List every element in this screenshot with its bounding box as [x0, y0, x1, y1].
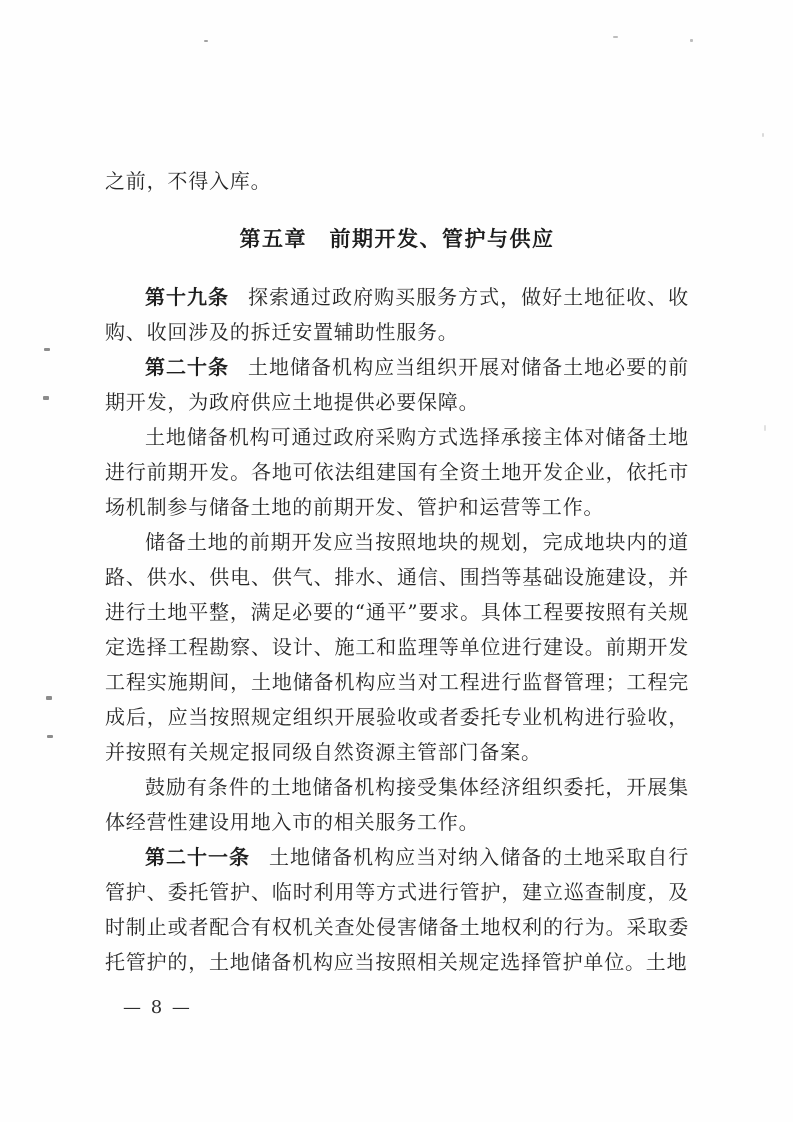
paragraph-text: 探索通过政府购买服务方式，做好土地征收、收购、收回涉及的拆迁安置辅助性服务。: [105, 285, 689, 344]
continuation-line: 之前，不得入库。: [105, 169, 272, 193]
article-20-number: 第二十条: [145, 355, 230, 379]
scan-speckle: [764, 425, 766, 431]
article-19-number: 第十九条: [145, 285, 230, 309]
article-20-subparagraph-1: [105, 420, 689, 525]
scan-speckle: [44, 348, 50, 351]
chapter-heading: 第五章 前期开发、管护与供应: [239, 226, 555, 251]
scan-speckle: [613, 36, 618, 38]
page-number: — 8 —: [123, 997, 192, 1018]
scan-speckle: [204, 40, 208, 42]
article-21-paragraph: [105, 840, 689, 980]
article-20-subparagraph-2: [105, 525, 689, 770]
scan-speckle: [46, 696, 52, 700]
article-19-paragraph: [105, 280, 689, 350]
paragraph-text: 储备土地的前期开发应当按照地块的规划，完成地块内的道路、供水、供电、供气、排水、通信、围挡等基础设施建设，并进行土地平整，满足必要的“通平”要求。具体工程要按照有关规定选择工程勘察、设计、施工和监理等单位进行建设。前期开发工程实施期间，土地储备机构应当对工程进行监督管理；工程完成后，应当按照规定组织开展验收或者委托专业机构进行验收，并按照有关规定报同级自然资源主管部门备案。: [105, 530, 689, 764]
paragraph-text: 鼓励有条件的土地储备机构接受集体经济组织委托，开展集体经营性建设用地入市的相关服务工作。: [105, 775, 689, 834]
text-block: [105, 164, 689, 1019]
scan-speckle: [47, 735, 53, 738]
paragraph-text: 土地储备机构可通过政府采购方式选择承接主体对储备土地进行前期开发。各地可依法组建国有全资土地开发企业，依托市场机制参与储备土地的前期开发、管护和运营等工作。: [105, 425, 689, 519]
paragraph-text: 土地储备机构应当组织开展对储备土地必要的前期开发，为政府供应土地提供必要保障。: [105, 355, 689, 414]
scan-speckle: [762, 133, 764, 137]
article-20-paragraph: [105, 350, 689, 420]
scan-speckle: [690, 39, 693, 42]
article-20-subparagraph-3: [105, 770, 689, 840]
paragraph-text: 土地储备机构应当对纳入储备的土地采取自行管护、委托管护、临时利用等方式进行管护，建立巡查制度，及时制止或者配合有权机关查处侵害储备土地权利的行为。采取委托管护的，土地储备机构应当按照相关规定选择管护单位。土地: [105, 845, 690, 974]
scan-speckle: [43, 396, 49, 400]
article-21-number: 第二十一条: [145, 845, 251, 869]
